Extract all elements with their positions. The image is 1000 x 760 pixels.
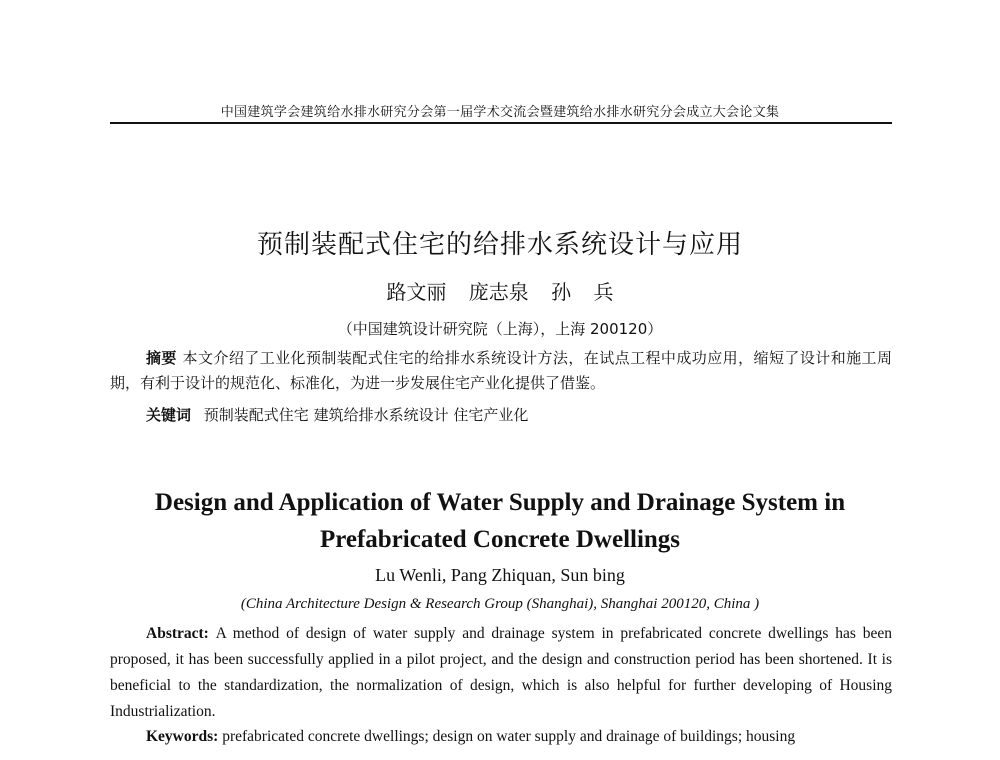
running-header: 中国建筑学会建筑给水排水研究分会第一届学术交流会暨建筑给水排水研究分会成立大会论文集 <box>220 105 780 120</box>
chinese-affiliation: （中国建筑设计研究院（上海），上海 200120） <box>337 320 663 338</box>
english-keywords-label: Keywords: <box>146 728 223 745</box>
english-affiliation: (China Architecture Design & Research Group (Shanghai), Shanghai 200120, China ) <box>240 596 760 612</box>
english-abstract <box>110 621 892 725</box>
chinese-abstract <box>110 346 892 396</box>
english-abstract-text: A method of design of water supply and drainage system in prefabricated concrete dwellings has been proposed, it has been successfully applied in a pilot project, and the design and construction period has been shortened. It is beneficial to the standardization, the normalization of design, which is also helpful for further developing of Housing Industrialization. <box>110 625 892 720</box>
english-keywords <box>146 728 906 746</box>
english-title: Design and Application of Water Supply and Drainage System in Prefabricated Concrete Dwellings <box>154 489 846 553</box>
chinese-keywords <box>146 404 886 425</box>
chinese-keywords-text: 预制装配式住宅 建筑给排水系统设计 住宅产业化 <box>203 406 529 424</box>
english-keywords-text: prefabricated concrete dwellings; design on water supply and drainage of buildings; housing <box>222 728 796 745</box>
english-authors: Lu Wenli, Pang Zhiquan, Sun bing <box>375 565 625 585</box>
english-abstract-label: Abstract: <box>146 625 216 642</box>
chinese-title: 预制装配式住宅的给排水系统设计与应用 <box>256 230 743 260</box>
chinese-keywords-label: 关键词 <box>146 406 192 424</box>
chinese-abstract-text: 本文介绍了工业化预制装配式住宅的给排水系统设计方法，在试点工程中成功应用，缩短了设计和施工周期，有利于设计的规范化、标准化，为进一步发展住宅产业化提供了借鉴。 <box>110 349 892 392</box>
header-rule <box>110 122 892 124</box>
chinese-authors: 路文丽 庞志泉 孙 兵 <box>386 280 614 304</box>
chinese-abstract-label: 摘要 <box>146 349 183 367</box>
